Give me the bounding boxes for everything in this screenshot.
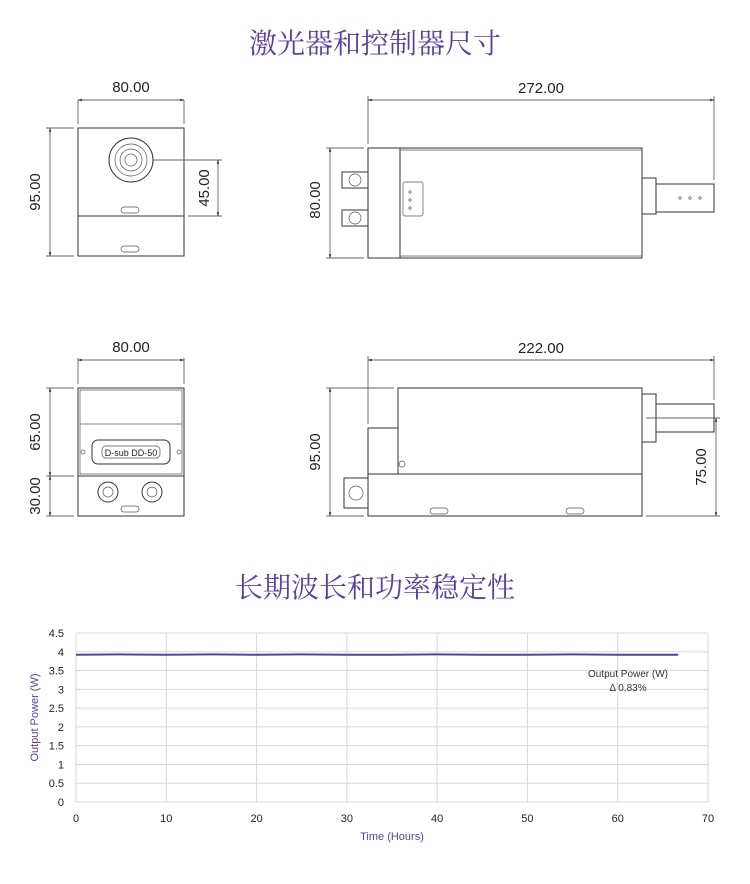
y-tick-label: 3.5	[48, 665, 64, 678]
dim-side-top-length: 272.00	[518, 80, 564, 97]
controller-side-view	[344, 388, 714, 516]
y-tick-label: 0	[57, 797, 64, 809]
laser-side-view	[342, 148, 714, 258]
dim-front-top-center: 45.00	[196, 169, 213, 207]
y-tick-label: 4.5	[48, 628, 64, 640]
y-tick-label: 0.5	[48, 778, 64, 791]
x-tick-label: 40	[431, 813, 444, 825]
dim-front-top-width: 80.00	[112, 79, 150, 96]
x-tick-label: 30	[340, 813, 353, 825]
section-title-dimensions: 激光器和控制器尺寸	[248, 27, 501, 60]
y-tick-label: 4	[57, 646, 64, 659]
y-tick-label: 2	[57, 721, 64, 734]
y-tick-label: 1	[57, 759, 64, 772]
x-tick-label: 20	[250, 813, 263, 825]
x-axis-label: Time (Hours)	[360, 831, 424, 843]
laser-front-view	[78, 128, 184, 256]
dim-front-bottom-width: 80.00	[112, 339, 150, 356]
section-title-stability: 长期波长和功率稳定性	[234, 571, 515, 604]
y-tick-label: 2.5	[48, 703, 64, 716]
dim-front-bottom-upper: 65.00	[27, 413, 44, 451]
dim-front-bottom-lower: 30.00	[27, 477, 44, 515]
dim-side-bottom-right: 75.00	[693, 448, 710, 486]
dim-side-bottom-height: 95.00	[307, 433, 324, 471]
y-tick-label: 1.5	[48, 740, 64, 753]
x-tick-label: 50	[521, 813, 534, 825]
y-axis-label: Output Power (W)	[29, 673, 41, 762]
dim-front-top-height: 95.00	[27, 173, 44, 211]
x-tick-label: 60	[611, 813, 624, 825]
y-tick-label: 3	[57, 684, 64, 697]
legend-series-name: Output Power (W)	[587, 669, 669, 680]
x-tick-label: 0	[72, 813, 80, 825]
legend-annotation: Δ 0.83%	[609, 683, 647, 694]
dim-side-bottom-length: 222.00	[518, 340, 564, 357]
stability-chart	[29, 628, 714, 843]
x-tick-label: 10	[160, 813, 173, 825]
connector-label: D-sub DD-50	[104, 448, 158, 458]
dim-side-top-height: 80.00	[307, 181, 324, 219]
x-tick-label: 70	[701, 813, 715, 825]
